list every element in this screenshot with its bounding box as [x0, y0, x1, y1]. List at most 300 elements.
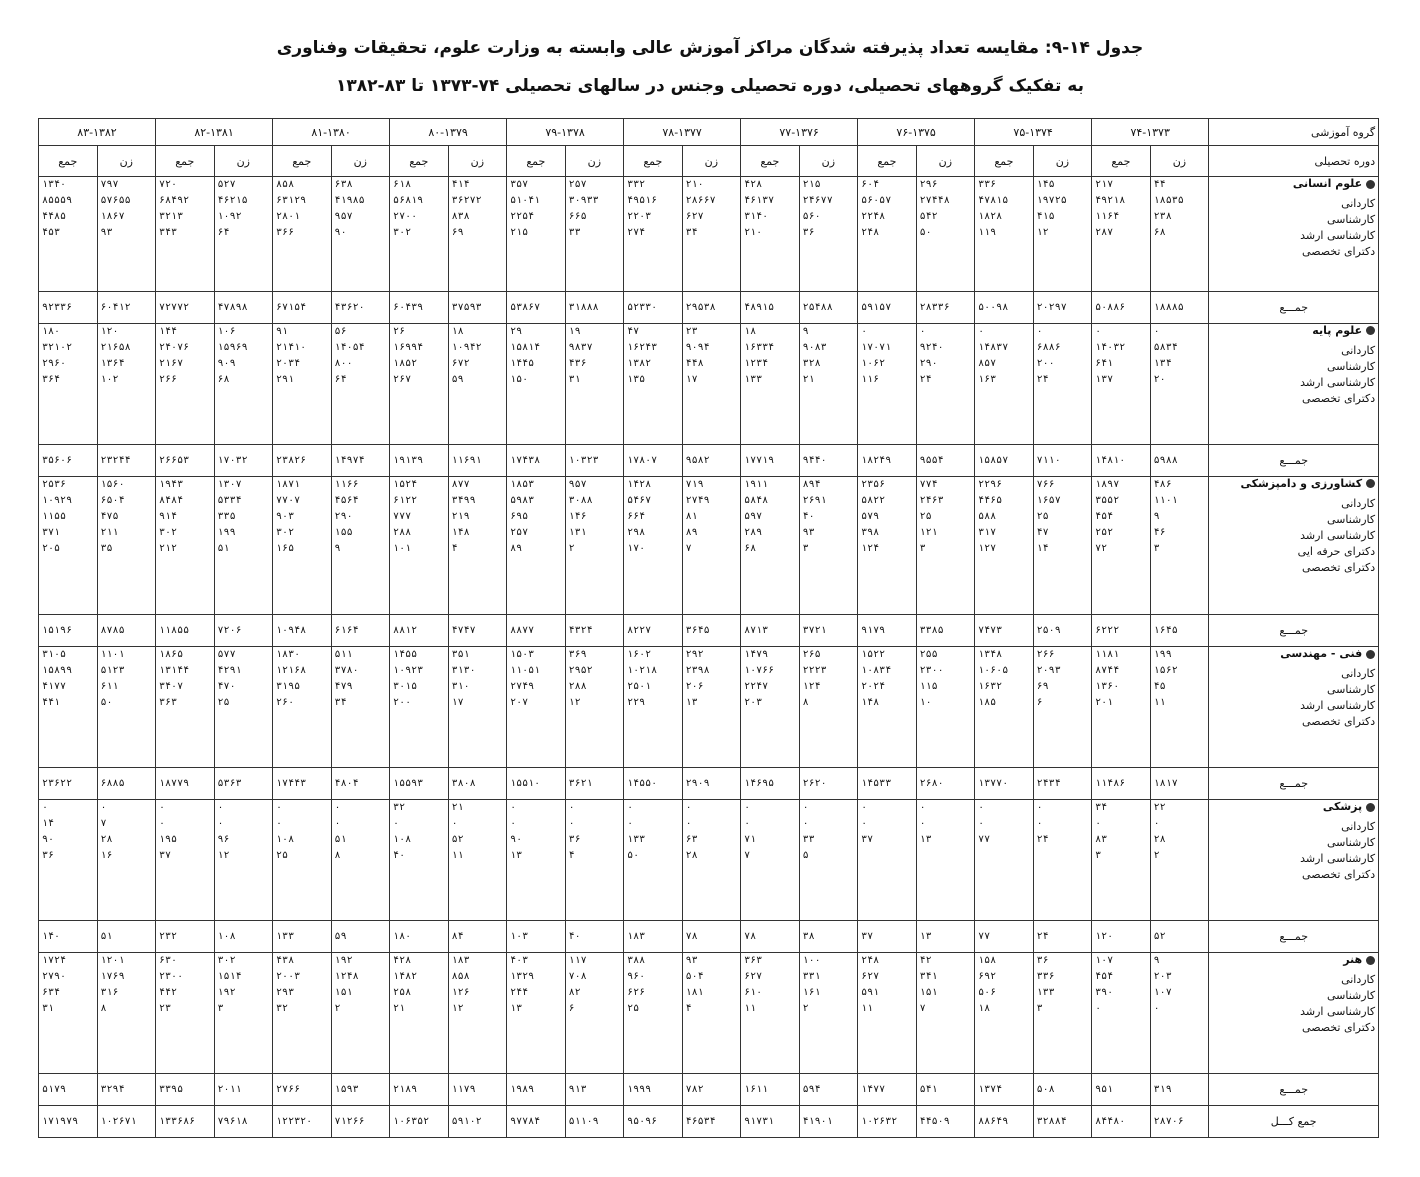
value: ۲۳۰۰: [919, 665, 944, 677]
value-cell: [1092, 953, 1151, 1074]
total-header: جمع: [390, 146, 449, 177]
value: ۶۱۲۲: [393, 494, 418, 506]
value: ۰: [1153, 325, 1160, 337]
value-cell: [39, 476, 98, 615]
value: ۱۴۴: [159, 325, 178, 337]
value-cell: [1033, 323, 1092, 444]
value-cell: [799, 476, 858, 615]
value: ۳۶۳: [159, 697, 178, 709]
value: ۴: [685, 1003, 692, 1015]
value: ۰: [451, 818, 458, 830]
subtotal-value: ۵۰۰۹۸: [975, 291, 1034, 323]
value: ۰: [919, 818, 926, 830]
value: ۵۹۱: [861, 987, 880, 999]
value: ۵۰۶: [978, 987, 997, 999]
year-header: ۸۲-۱۳۸۱: [156, 119, 273, 146]
group-cell: [1209, 953, 1379, 1074]
table-title-line1: جدول ۱۴-۹: مقایسه تعداد پذیرفته شدگان مراکز آموزش عالی وابسته به وزارت علوم، تحقیقات وفناوری: [276, 38, 1144, 58]
value: ۲: [1153, 850, 1160, 862]
value: ۱۷: [451, 697, 464, 709]
value: ۱۶۱: [802, 987, 821, 999]
value: ۲۸۷: [1095, 227, 1114, 238]
value: ۱۸۳۰: [276, 649, 301, 661]
value: ۴۴۲: [159, 987, 178, 999]
value: ۳۱۴۰: [744, 211, 769, 222]
value-cell: [448, 177, 507, 292]
value-cell: [39, 647, 98, 768]
value: ۲۸۸: [568, 681, 587, 693]
value: ۴۸۶: [1153, 478, 1172, 490]
value: ۱۴۴۵: [510, 357, 535, 369]
level-label: کاردانی: [1341, 197, 1376, 210]
value: ۳: [802, 542, 809, 554]
subtotal-value: ۷۸۲: [682, 1074, 741, 1106]
value: ۸۵۸: [451, 971, 470, 983]
value: ۹: [1153, 510, 1160, 522]
value-cell: [741, 800, 800, 921]
value: ۱۱۸۱: [1095, 649, 1120, 661]
subtotal-value: ۲۰۱۱: [214, 1074, 273, 1106]
value: ۱۷۰: [627, 542, 646, 554]
subtotal-value: ۲۹۰۹: [682, 768, 741, 800]
subtotal-value: ۶۸۸۵: [97, 768, 156, 800]
value: ۴۴۸: [685, 357, 704, 369]
value-cell: [1150, 323, 1209, 444]
value: ۴۷۵: [100, 510, 119, 522]
subtotal-value: ۱۲۰: [1092, 921, 1151, 953]
value: ۶۸: [1153, 227, 1166, 238]
value: ۲۱۰: [685, 179, 704, 190]
level-label: کاردانی: [1341, 973, 1376, 987]
value: ۱۲۳۴: [744, 357, 769, 369]
value-cell: [97, 476, 156, 615]
value-cell: [916, 953, 975, 1074]
level-label: دکترای تخصصی: [1302, 715, 1376, 729]
value: ۵۸۳۴: [1153, 341, 1178, 353]
value: ۴۱۹۸۵: [334, 195, 365, 206]
value: ۱۹: [568, 325, 581, 337]
subtotal-value: ۱۳۷۴: [975, 1074, 1034, 1106]
total-header: جمع: [1092, 146, 1151, 177]
value: ۴۷: [627, 325, 640, 337]
subtotal-value: ۹۲۳۳۶: [39, 291, 98, 323]
value: ۱۸۱: [685, 987, 704, 999]
value: ۱۱۰۵۱: [510, 665, 541, 677]
value: ۲۸۶۶۷: [685, 195, 716, 206]
value: ۶۳۰: [159, 955, 178, 967]
value: ۵۰۴: [685, 971, 704, 983]
subtotal-value: ۵۹: [331, 921, 390, 953]
subtotal-label: جمـــع: [1209, 1074, 1379, 1106]
value: ۳۳۲: [627, 179, 646, 190]
value: ۳۰۲: [276, 526, 295, 538]
value: ۳۲۸: [802, 357, 821, 369]
value-cell: [975, 647, 1034, 768]
subtotal-label: جمـــع: [1209, 615, 1379, 647]
subtotal-value: ۲۵۴۸۸: [799, 291, 858, 323]
value: ۲۸۹: [744, 526, 763, 538]
value: ۴: [568, 850, 575, 862]
value: ۶۲۷: [861, 971, 880, 983]
subtotal-value: ۴۷۸۹۸: [214, 291, 273, 323]
value: ۲۰۰: [393, 697, 412, 709]
value: ۱۳۳: [744, 373, 763, 385]
female-header: زن: [448, 146, 507, 177]
value-cell: [39, 953, 98, 1074]
value-cell: [916, 800, 975, 921]
subtotal-value: ۱۹۹۹: [624, 1074, 683, 1106]
value: ۴۵۶۴: [334, 494, 359, 506]
value-cell: [1092, 476, 1151, 615]
subtotal-value: ۳۷۵۹۳: [448, 291, 507, 323]
grand-total-value: ۵۱۱۰۹: [565, 1106, 624, 1138]
value: ۴۵۳: [42, 227, 61, 238]
value: ۴۲: [919, 955, 932, 967]
value-cell: [975, 476, 1034, 615]
group-name: کشاورزی و دامپزشکی: [1240, 476, 1363, 490]
value-cell: [858, 323, 917, 444]
value: ۳: [1036, 1003, 1043, 1015]
value: ۱۸۹۷: [1095, 478, 1120, 490]
value: ۱۸۵: [978, 697, 997, 709]
value: ۱۰۸: [393, 834, 412, 846]
value: ۲۵۸: [393, 987, 412, 999]
subtotal-value: ۹۴۴۰: [799, 444, 858, 476]
value: ۹۲۴۰: [919, 341, 944, 353]
value: ۲۲: [1153, 802, 1166, 814]
value: ۲۲۵۴: [510, 211, 535, 222]
value: ۱۰۹۲۹: [42, 494, 73, 506]
value: ۳۱: [42, 1003, 55, 1015]
subtotal-value: ۲۴: [1033, 921, 1092, 953]
value: ۰: [276, 818, 283, 830]
value: ۰: [861, 818, 868, 830]
value: ۸۹: [510, 542, 523, 554]
value: ۰: [334, 802, 341, 814]
subtotal-value: ۶۰۴۱۲: [97, 291, 156, 323]
value: ۲۴۸: [861, 955, 880, 967]
value: ۱۴۷۹: [744, 649, 769, 661]
group-cell: [1209, 800, 1379, 921]
value: ۶۱۸: [393, 179, 412, 190]
subtotal-value: ۱۳: [916, 921, 975, 953]
value: ۲۱۴۱۰: [276, 341, 307, 353]
grand-total-value: ۱۰۲۶۳۲: [858, 1106, 917, 1138]
value-cell: [799, 800, 858, 921]
value: ۳۳۱: [802, 971, 821, 983]
value: ۳۵۵۲: [1095, 494, 1120, 506]
value: ۲۷۹۰: [42, 971, 67, 983]
value: ۱۸: [451, 325, 464, 337]
value-cell: [331, 647, 390, 768]
value: ۵۶۸۱۹: [393, 195, 424, 206]
value: ۱۱۹: [978, 227, 997, 238]
total-header: جمع: [507, 146, 566, 177]
value: ۲۲۹: [627, 697, 646, 709]
value: ۰: [685, 802, 692, 814]
subtotal-value: ۱۳۳: [273, 921, 332, 953]
value: ۱۸۵۲: [393, 357, 418, 369]
value: ۴۱۷۷: [42, 681, 67, 693]
value: ۱۵۶۲: [1153, 665, 1178, 677]
value-cell: [1092, 177, 1151, 292]
value-cell: [331, 323, 390, 444]
subtotal-value: ۱۸۲۴۹: [858, 444, 917, 476]
bullet-icon: [1366, 180, 1375, 189]
value: ۲۹۵۲: [568, 665, 593, 677]
value: ۱۱۵: [919, 681, 938, 693]
value: ۳۴۰۷: [159, 681, 184, 693]
value: ۱۲۴: [861, 542, 880, 554]
value: ۲۳۹۸: [685, 665, 710, 677]
value: ۲۷۴۹: [685, 494, 710, 506]
value: ۲۵: [627, 1003, 640, 1015]
value: ۱۸۵۳: [510, 478, 535, 490]
value-cell: [390, 476, 449, 615]
value: ۵۱: [334, 834, 347, 846]
value: ۱۵۸: [978, 955, 997, 967]
value: ۶۴: [217, 227, 230, 238]
value: ۵۱: [217, 542, 230, 554]
grand-total-label: جمع کـــل: [1209, 1106, 1379, 1138]
subtotal-label: جمـــع: [1209, 444, 1379, 476]
value: ۳۱۳۰: [451, 665, 476, 677]
subtotal-value: ۵۱: [97, 921, 156, 953]
value: ۲۶۷: [393, 373, 412, 385]
female-header: زن: [682, 146, 741, 177]
value-cell: [741, 177, 800, 292]
value-cell: [97, 647, 156, 768]
subtotal-value: ۱۱۶۹۱: [448, 444, 507, 476]
grand-total-value: ۴۴۵۰۹: [916, 1106, 975, 1138]
value-cell: [507, 177, 566, 292]
value-cell: [858, 800, 917, 921]
value: ۴۴۱: [42, 697, 61, 709]
value-cell: [1150, 476, 1209, 615]
year-header: ۷۹-۱۳۷۸: [507, 119, 624, 146]
value-cell: [624, 476, 683, 615]
level-label: دکترای حرفه ایی: [1297, 544, 1376, 558]
value: ۱۱۷: [568, 955, 587, 967]
subtotal-value: ۲۱۸۹: [390, 1074, 449, 1106]
value: ۱۴۶: [568, 510, 587, 522]
value: ۱۰۷: [1153, 987, 1172, 999]
level-label: کارشناسی ارشد: [1300, 229, 1376, 242]
value: ۱۵۱۴: [217, 971, 242, 983]
value: ۸: [100, 1003, 107, 1015]
value-cell: [214, 953, 273, 1074]
value: ۳۹۰: [1095, 987, 1114, 999]
value: ۵۸۸: [978, 510, 997, 522]
value-cell: [858, 647, 917, 768]
value: ۰: [42, 802, 49, 814]
subtotal-value: ۱۳۷۷۰: [975, 768, 1034, 800]
value: ۵۷۶۵۵: [100, 195, 131, 206]
value: ۹۵۷: [568, 478, 587, 490]
total-header: جمع: [39, 146, 98, 177]
value-cell: [1033, 177, 1092, 292]
value: ۱۹۲: [334, 955, 353, 967]
value: ۱۲۰: [100, 325, 119, 337]
value: ۴۷: [1036, 526, 1049, 538]
grand-total-value: ۲۸۷۰۶: [1150, 1106, 1209, 1138]
value: ۰: [276, 802, 283, 814]
value: ۴۶۱۳۷: [744, 195, 775, 206]
value: ۲۸: [100, 834, 113, 846]
value: ۷: [685, 542, 692, 554]
value: ۳۶۳: [744, 955, 763, 967]
value: ۹۰۸۳: [802, 341, 827, 353]
value: ۶۷۲: [451, 357, 470, 369]
subtotal-value: ۱۴۰: [39, 921, 98, 953]
value: ۱۸: [744, 325, 757, 337]
value: ۰: [393, 818, 400, 830]
female-header: زن: [799, 146, 858, 177]
value: ۵۷۷: [217, 649, 236, 661]
value: ۱۸۵۳۵: [1153, 195, 1184, 206]
value: ۶۲۷: [685, 211, 704, 222]
value: ۹۰۹: [217, 357, 236, 369]
value: ۸۹۴: [802, 478, 821, 490]
value: ۶۳: [685, 834, 698, 846]
value-cell: [682, 800, 741, 921]
subtotal-value: ۲۳۶۲۲: [39, 768, 98, 800]
value: ۸۰۰: [334, 357, 353, 369]
value: ۱۳: [510, 1003, 523, 1015]
subtotal-value: ۱۷۸۰۷: [624, 444, 683, 476]
group-name: فنی - مهندسی: [1280, 647, 1363, 661]
subtotal-value: ۹۱۳: [565, 1074, 624, 1106]
subtotal-value: ۱۵۸۵۷: [975, 444, 1034, 476]
value: ۲۶۵: [802, 649, 821, 661]
value: ۰: [1095, 1003, 1102, 1015]
value: ۵۷۹: [861, 510, 880, 522]
value: ۱۳۶۰: [1095, 681, 1120, 693]
subtotal-value: ۱۱۸۵۵: [156, 615, 215, 647]
value-cell: [331, 953, 390, 1074]
female-header: زن: [565, 146, 624, 177]
value: ۲۷۴۴۸: [919, 195, 950, 206]
value: ۸۷۴۴: [1095, 665, 1120, 677]
value-cell: [624, 953, 683, 1074]
value: ۱۵۰۳: [510, 649, 535, 661]
subtotal-value: ۱۰۹۴۸: [273, 615, 332, 647]
value: ۳: [1095, 850, 1102, 862]
level-label: کارشناسی ارشد: [1300, 1005, 1376, 1019]
subtotal-label: جمـــع: [1209, 291, 1379, 323]
value: ۲۵۷: [568, 179, 587, 190]
value-cell: [156, 953, 215, 1074]
subtotal-value: ۳۲۹۴: [97, 1074, 156, 1106]
value: ۱۰۸: [276, 834, 295, 846]
value: ۱۲۴: [802, 681, 821, 693]
value-cell: [331, 800, 390, 921]
value: ۱۳: [685, 697, 698, 709]
value-cell: [682, 177, 741, 292]
grand-total-value: ۹۷۷۸۴: [507, 1106, 566, 1138]
subtotal-value: ۳۷: [858, 921, 917, 953]
value-cell: [624, 647, 683, 768]
subtotal-value: ۵۹۸۸: [1150, 444, 1209, 476]
subtotal-value: ۱۰۳: [507, 921, 566, 953]
value: ۶۳۴: [42, 987, 61, 999]
value: ۴: [451, 542, 458, 554]
level-label: کارشناسی: [1326, 213, 1376, 226]
value-cell: [156, 800, 215, 921]
value-cell: [156, 476, 215, 615]
value-cell: [682, 953, 741, 1074]
value: ۷۷۰۷: [276, 494, 301, 506]
subtotal-value: ۶۰۴۳۹: [390, 291, 449, 323]
subtotal-value: ۵۹۱۵۷: [858, 291, 917, 323]
value: ۵۰: [627, 850, 640, 862]
value: ۲۱: [802, 373, 815, 385]
value: ۲۹۲: [685, 649, 704, 661]
bullet-icon: [1366, 326, 1375, 335]
value: ۹۵۷: [334, 211, 353, 222]
subtotal-value: ۱۵۵۱۰: [507, 768, 566, 800]
value: ۰: [217, 802, 224, 814]
value: ۱۵۹۶۹: [217, 341, 248, 353]
value: ۲۱۲: [159, 542, 178, 554]
value: ۹۰۳: [276, 510, 295, 522]
value: ۱۱: [1153, 697, 1166, 709]
level-label: کارشناسی: [1326, 359, 1376, 373]
value: ۱۱: [451, 850, 464, 862]
value: ۱۸۳: [451, 955, 470, 967]
value: ۸: [802, 697, 809, 709]
value-cell: [507, 800, 566, 921]
subtotal-value: ۱۴۵۵۰: [624, 768, 683, 800]
value-cell: [565, 323, 624, 444]
value-cell: [975, 953, 1034, 1074]
level-label: کارشناسی ارشد: [1300, 852, 1376, 866]
value: ۲۱۶۵۸: [100, 341, 131, 353]
grand-total-value: ۱۷۱۹۷۹: [39, 1106, 98, 1138]
value: ۰: [159, 818, 166, 830]
value: ۷۰۸: [568, 971, 587, 983]
year-header: ۷۵-۱۳۷۴: [975, 119, 1092, 146]
grand-total-value: ۴۱۹۰۱: [799, 1106, 858, 1138]
year-header: ۷۷-۱۳۷۶: [741, 119, 858, 146]
level-label: کارشناسی: [1326, 512, 1376, 526]
subtotal-value: ۹۱۷۹: [858, 615, 917, 647]
value: ۰: [1153, 1003, 1160, 1015]
value: ۱۵۰: [510, 373, 529, 385]
value: ۱۴۸۲: [393, 971, 418, 983]
subtotal-value: ۱۱۴۸۶: [1092, 768, 1151, 800]
value: ۱۰۹۲۳: [393, 665, 424, 677]
value-cell: [1033, 800, 1092, 921]
value: ۹۶: [217, 834, 230, 846]
subtotal-value: ۵۰۸۸۶: [1092, 291, 1151, 323]
subtotal-value: ۵۹۴: [799, 1074, 858, 1106]
subtotal-value: ۵۱۷۹: [39, 1074, 98, 1106]
value-cell: [565, 953, 624, 1074]
value: ۱۸۲۸: [978, 211, 1003, 222]
value: ۲۷۴۹: [510, 681, 535, 693]
value: ۲۰۹۳: [1036, 665, 1061, 677]
value-cell: [1033, 476, 1092, 615]
value: ۳: [919, 542, 926, 554]
value: ۹۸۳۷: [568, 341, 593, 353]
value: ۲۳۸: [1153, 211, 1172, 222]
subtotal-value: ۱۷۷۱۹: [741, 444, 800, 476]
value-cell: [273, 800, 332, 921]
value: ۳۰۹۳۳: [568, 195, 599, 206]
value: ۸۵۵۵۹: [42, 195, 73, 206]
value: ۱۳۱۴۴: [159, 665, 190, 677]
